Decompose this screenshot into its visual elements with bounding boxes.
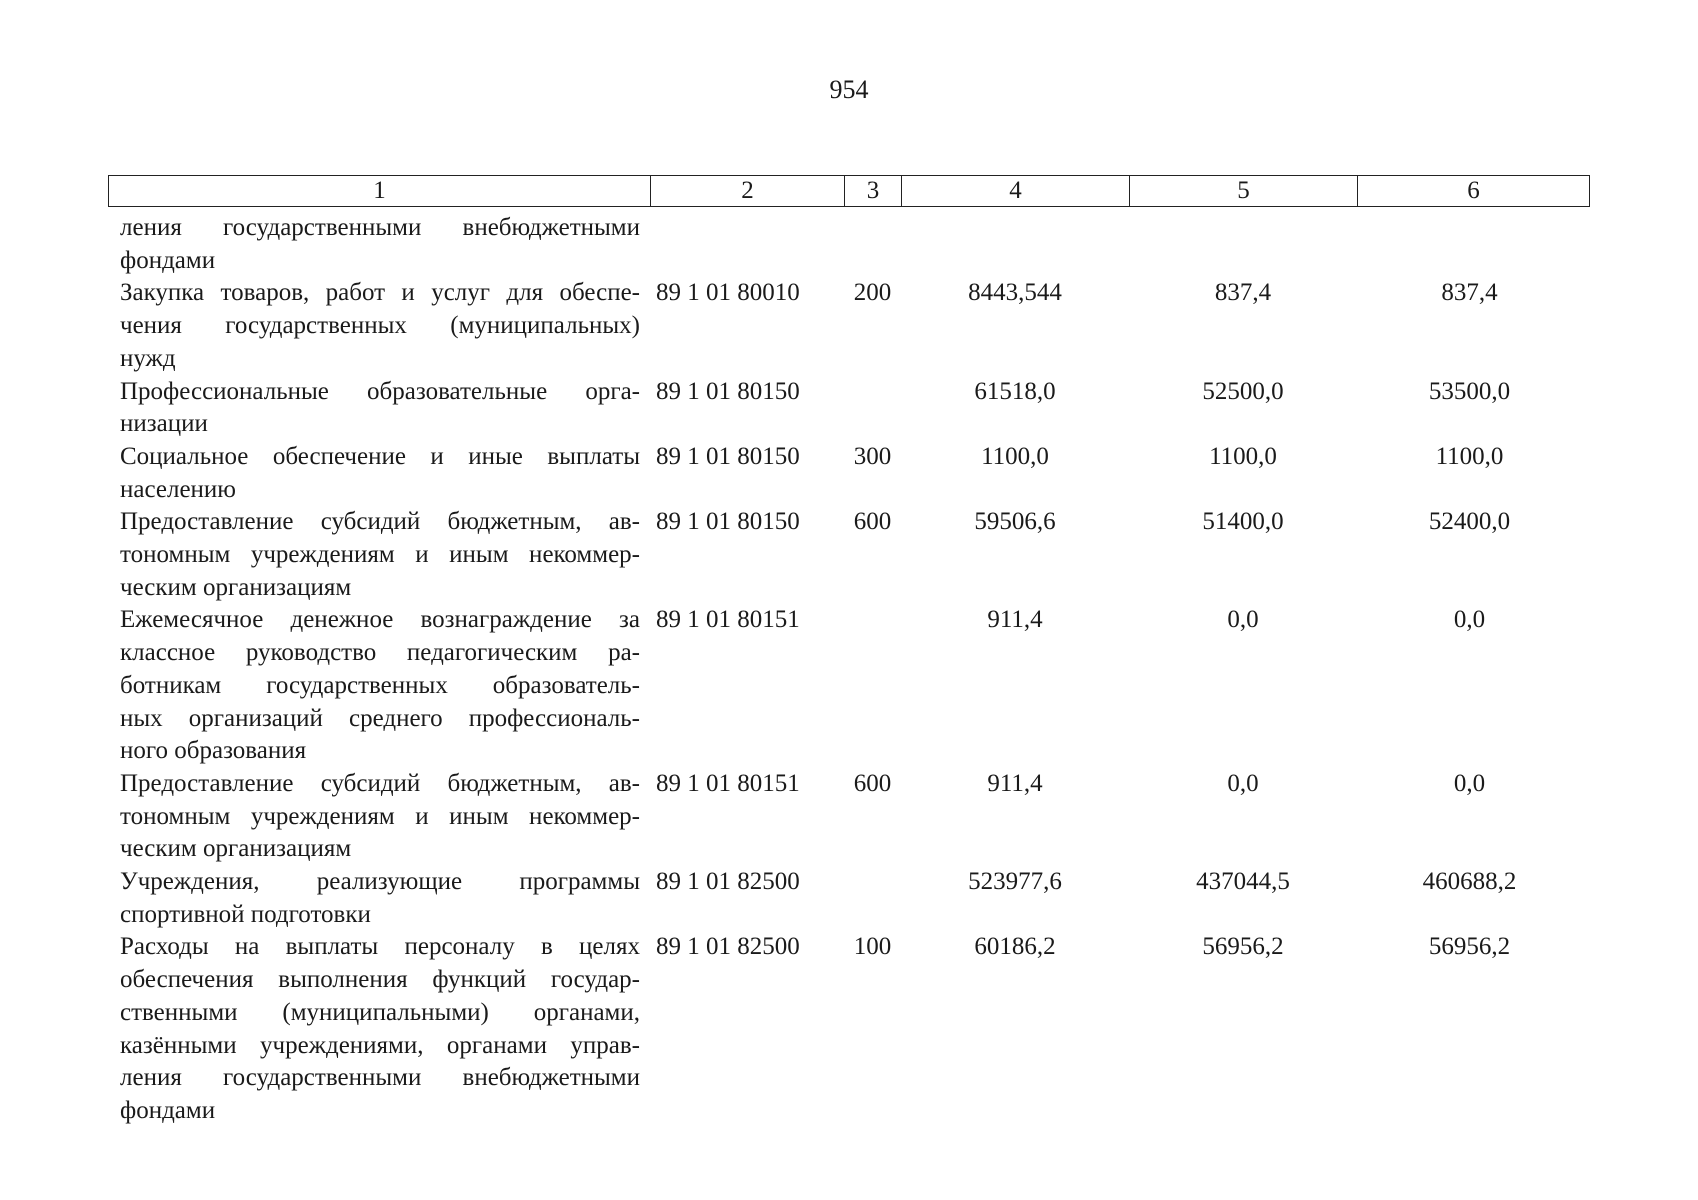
row-value-6: 56956,2 [1428,933,1511,961]
table-body [108,212,1589,1128]
description-line: фондами [120,1096,216,1124]
description-line: спортивной подготовки [120,900,371,928]
description-line: обеспечения выполнения функций государ- [120,966,640,994]
description-line: Предоставление субсидий бюджетным, ав- [120,508,640,536]
row-description [108,277,650,375]
description-line: классное руководство педагогическим ра- [120,639,640,667]
row-value-5: 1100,0 [1209,442,1277,470]
row-value-4: 61518,0 [974,377,1056,405]
row-value-5: 56956,2 [1202,933,1284,961]
row-value-4: 60186,2 [974,933,1056,961]
row-description [108,212,650,277]
row-code: 89 1 01 80010 [656,279,800,307]
row-description [108,506,650,604]
row-description [108,866,650,931]
description-line: ления государственными внебюджетными [120,1064,640,1092]
column-header-2: 2 [651,176,845,207]
description-line: ного образования [120,737,307,765]
table-row [108,768,1589,866]
column-header-3: 3 [845,176,902,207]
row-expense-type [844,866,901,931]
row-expense-type: 600 [853,508,892,536]
row-description [108,376,650,441]
row-value-4: 59506,6 [974,508,1056,536]
description-line: ческим организациям [120,573,352,601]
description-line: Учреждения, реализующие программы [120,868,640,896]
row-expense-type: 600 [853,769,892,797]
row-code: 89 1 01 82500 [656,868,800,896]
description-line: населению [120,475,236,503]
table-row [108,506,1589,604]
column-header-5: 5 [1130,176,1358,207]
row-value-6: 460688,2 [1422,868,1517,896]
column-header-4: 4 [902,176,1130,207]
description-line: тономным учреждениям и иным некоммер- [120,541,640,569]
row-value-5 [1129,212,1357,277]
page-number: 954 [829,75,869,104]
row-expense-type [844,212,901,277]
row-expense-type [844,376,901,441]
row-value-5: 52500,0 [1202,377,1284,405]
column-header-6: 6 [1358,176,1590,207]
table-row [108,866,1589,931]
row-value-4: 8443,544 [968,279,1062,307]
row-value-6: 53500,0 [1428,377,1511,405]
row-expense-type: 200 [853,279,892,307]
row-expense-type: 100 [853,933,892,961]
row-description [108,604,650,768]
description-line: Предоставление субсидий бюджетным, ав- [120,769,640,797]
row-value-6: 1100,0 [1435,442,1504,470]
row-value-4: 523977,6 [968,868,1062,896]
description-line: ботникам государственных образователь- [120,671,640,699]
row-value-6 [1357,212,1582,277]
table-row [108,604,1589,768]
table-row [108,376,1589,441]
row-description [108,768,650,866]
row-value-5: 0,0 [1227,606,1259,634]
row-value-4: 1100,0 [981,442,1049,470]
row-value-5: 837,4 [1214,279,1272,307]
description-line: ственными (муниципальными) органами, [120,998,640,1026]
description-line: Профессиональные образовательные орга- [120,377,640,405]
description-line: ления государственными внебюджетными [120,214,640,241]
row-value-6: 0,0 [1453,606,1486,634]
description-line: чения государственных (муниципальных) [120,312,640,340]
row-code: 89 1 01 80150 [656,508,800,536]
description-line: Расходы на выплаты персоналу в целях [120,933,640,961]
description-line: казёнными учреждениями, органами управ- [120,1031,640,1059]
row-code: 89 1 01 82500 [656,933,800,961]
row-value-6: 52400,0 [1428,508,1511,536]
row-value-4: 911,4 [987,769,1043,797]
row-value-5: 437044,5 [1196,868,1290,896]
description-line: ческим организациям [120,835,352,863]
description-line: фондами [120,246,216,274]
row-description [108,931,650,1127]
row-value-5: 0,0 [1227,769,1259,797]
row-code [650,212,844,277]
description-line: тономным учреждениям и иным некоммер- [120,802,640,830]
row-description [108,441,650,506]
column-header-row [108,175,1590,207]
row-expense-type: 300 [853,442,892,470]
row-value-4: 911,4 [987,606,1043,634]
column-header-1: 1 [109,176,651,207]
row-code: 89 1 01 80150 [656,442,800,470]
row-value-4 [901,212,1129,277]
description-line: ных организаций среднего профессиональ- [120,704,640,732]
row-value-6: 837,4 [1441,279,1498,307]
description-line: низации [120,410,208,438]
row-value-5: 51400,0 [1202,508,1284,536]
row-code: 89 1 01 80150 [656,377,800,405]
description-line: Ежемесячное денежное вознаграждение за [120,606,640,634]
row-expense-type [844,604,901,768]
description-line: Социальное обеспечение и иные выплаты [120,442,640,470]
table-row [108,212,1589,277]
row-value-6: 0,0 [1453,769,1486,797]
description-line: нужд [120,344,176,372]
description-line: Закупка товаров, работ и услуг для обеспе- [120,279,640,307]
row-code: 89 1 01 80151 [656,769,800,797]
row-code: 89 1 01 80151 [656,606,800,634]
table-row [108,277,1589,375]
table-row [108,931,1589,1127]
table-row [108,441,1589,506]
